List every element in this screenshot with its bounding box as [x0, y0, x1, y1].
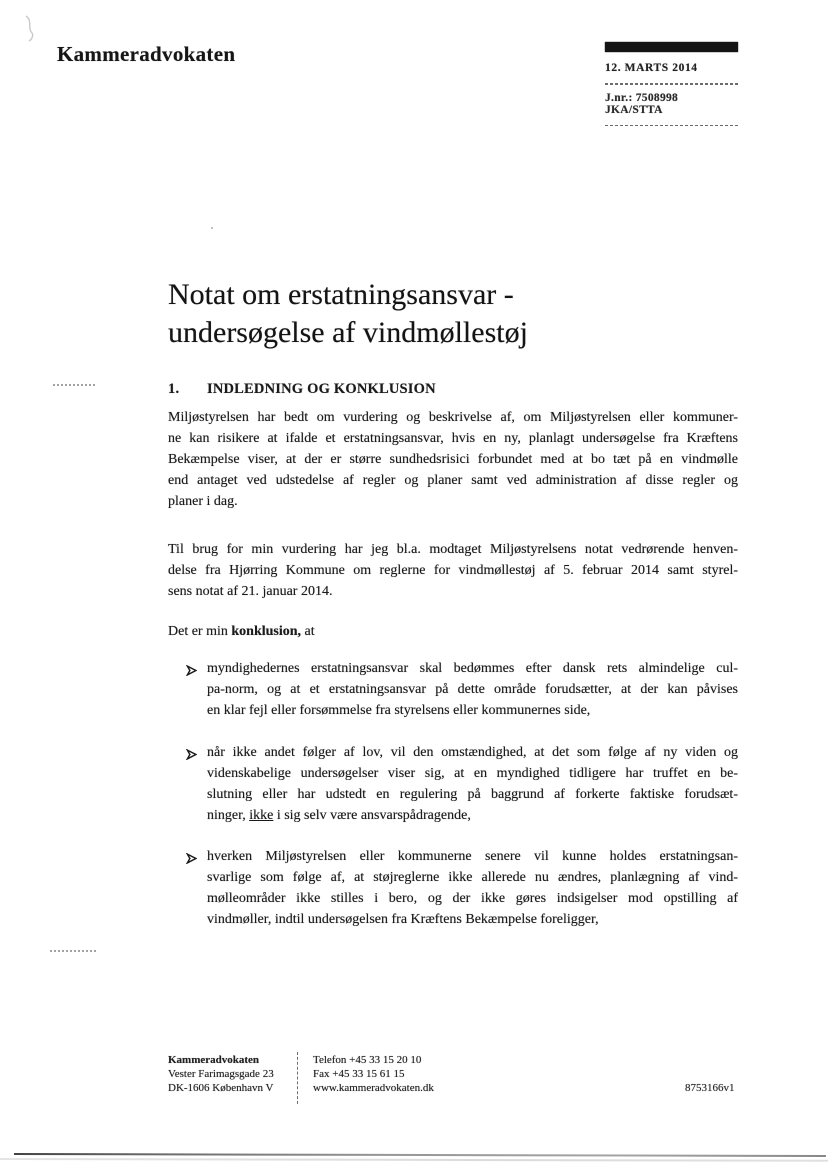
section-heading-label: INDLEDNING OG KONKLUSION	[207, 381, 436, 397]
intro-post: at	[301, 624, 315, 639]
journal-number: J.nr.: 7508998 JKA/STTA	[605, 91, 679, 116]
arrow-bullet-icon	[168, 658, 207, 721]
bullet-text	[207, 742, 738, 826]
text-line: ne kan risikere at ifalde et erstatningsansvar, hvis en ny, planlagt undersøgelse fra Kræftens	[168, 431, 738, 446]
text-line: Til brug for min vurdering har jeg bl.a. modtaget Miljøstyrelsens notat vedrørende henven-	[168, 542, 738, 557]
section-heading	[168, 380, 738, 398]
section-number: 1.	[168, 381, 180, 397]
footer-company-name: Kammeradvokaten	[168, 1054, 260, 1066]
document-version-id: 8753166v1	[685, 1082, 735, 1094]
arrow-bullet-icon	[168, 742, 207, 826]
header-meta-block	[605, 42, 738, 126]
document-body	[168, 380, 738, 930]
document-title-line-1: Notat om erstatningsansvar -	[168, 278, 514, 311]
text-line: videnskabelige undersøgelser viser sig, at en myndighed tidligere har truffet en be-	[207, 766, 738, 781]
footer-website: www.kammeradvokaten.dk	[313, 1082, 434, 1094]
footer-fax: Fax +45 33 15 61 15	[313, 1068, 405, 1080]
text-line: Bekæmpelse viser, at der er større sundhedsrisici forbundet med at bo tæt på en vindmølle	[168, 452, 738, 467]
bullet-item-1	[168, 658, 738, 721]
footer-phone: Telefon +45 33 15 20 10	[313, 1054, 422, 1066]
text-line: Miljøstyrelsen har bedt om vurdering og beskrivelse af, om Miljøstyrelsen eller kommuner-	[168, 410, 738, 425]
scan-corner-mark	[22, 14, 38, 44]
bullet-text	[207, 846, 738, 930]
intro-pre: Det er min	[168, 624, 232, 639]
header-divider-line	[605, 83, 738, 85]
text-line: slutning eller har udstedt en regulering på baggrund af forkerte faktiske forudsæt-	[207, 787, 738, 802]
text-line	[207, 805, 738, 826]
bullet-item-3	[168, 846, 738, 930]
text-line: vindmøller, indtil undersøgelsen fra Kræftens Bekæmpelse foreligger,	[207, 912, 599, 927]
text-line: end antaget ved udstedelse af regler og planer samt ved administration af disse regler og	[168, 473, 738, 488]
text-line: svarlige som følge af, at støjreglerne ikke allerede nu ændres, planlægning af vind-	[207, 870, 738, 885]
scan-margin-mark-top	[53, 384, 95, 386]
document-date: 12. MARTS 2014	[605, 62, 698, 74]
scan-dot-artifact	[211, 227, 213, 229]
text-line: delse fra Hjørring Kommune om reglerne for vindmøllestøj af 5. februar 2014 samt styrel-	[168, 563, 738, 578]
document-title-line-2: undersøgelse af vindmøllestøj	[168, 316, 528, 349]
paragraph-1	[168, 407, 738, 512]
footer-contact-block	[313, 1053, 434, 1095]
document-title	[168, 276, 528, 352]
scan-margin-mark-bottom	[50, 950, 96, 952]
bullet-item-2	[168, 742, 738, 826]
text-line: når ikke andet følger af lov, vil den omstændighed, at det som følge af ny viden og	[207, 745, 738, 760]
conclusion-intro-line	[168, 621, 738, 642]
footer-street: Vester Farimagsgade 23	[168, 1068, 274, 1080]
bullet2-last-pre: ninger,	[207, 808, 250, 823]
text-line: myndighedernes erstatningsansvar skal bedømmes efter dansk rets almindelige cul-	[207, 661, 738, 676]
intro-bold-word: konklusion,	[231, 624, 302, 639]
arrow-bullet-icon	[168, 846, 207, 930]
footer-divider	[297, 1052, 298, 1104]
bullet-text	[207, 658, 738, 721]
text-line: pa-norm, og at et erstatningsansvar på dette område forudsætter, at der kan påvises	[207, 682, 738, 697]
text-line: planer i dag.	[168, 494, 238, 509]
page-bottom-edge-line	[14, 1153, 826, 1157]
text-line: mølleområder ikke stilles i bero, og der ikke gøres indsigelser mod opstilling af	[207, 891, 738, 906]
footer-address-block	[168, 1053, 274, 1095]
bullet2-underlined-word: ikke	[249, 808, 274, 823]
paragraph-2	[168, 539, 738, 602]
page-bottom-edge-shadow	[0, 1158, 828, 1162]
text-line: en klar fejl eller forsømmelse fra styrelsens eller kommunernes side,	[207, 703, 591, 718]
bullet2-last-post: i sig selv være ansvarspådragende,	[273, 808, 471, 823]
brand-logo: Kammeradvokaten	[57, 42, 236, 66]
header-black-bar	[605, 42, 738, 52]
footer-city: DK-1606 København V	[168, 1082, 274, 1094]
text-line: hverken Miljøstyrelsen eller kommunerne senere vil kunne holdes erstatningsan-	[207, 849, 738, 864]
text-line: sens notat af 21. januar 2014.	[168, 584, 333, 599]
header-divider-line-2	[605, 125, 738, 127]
